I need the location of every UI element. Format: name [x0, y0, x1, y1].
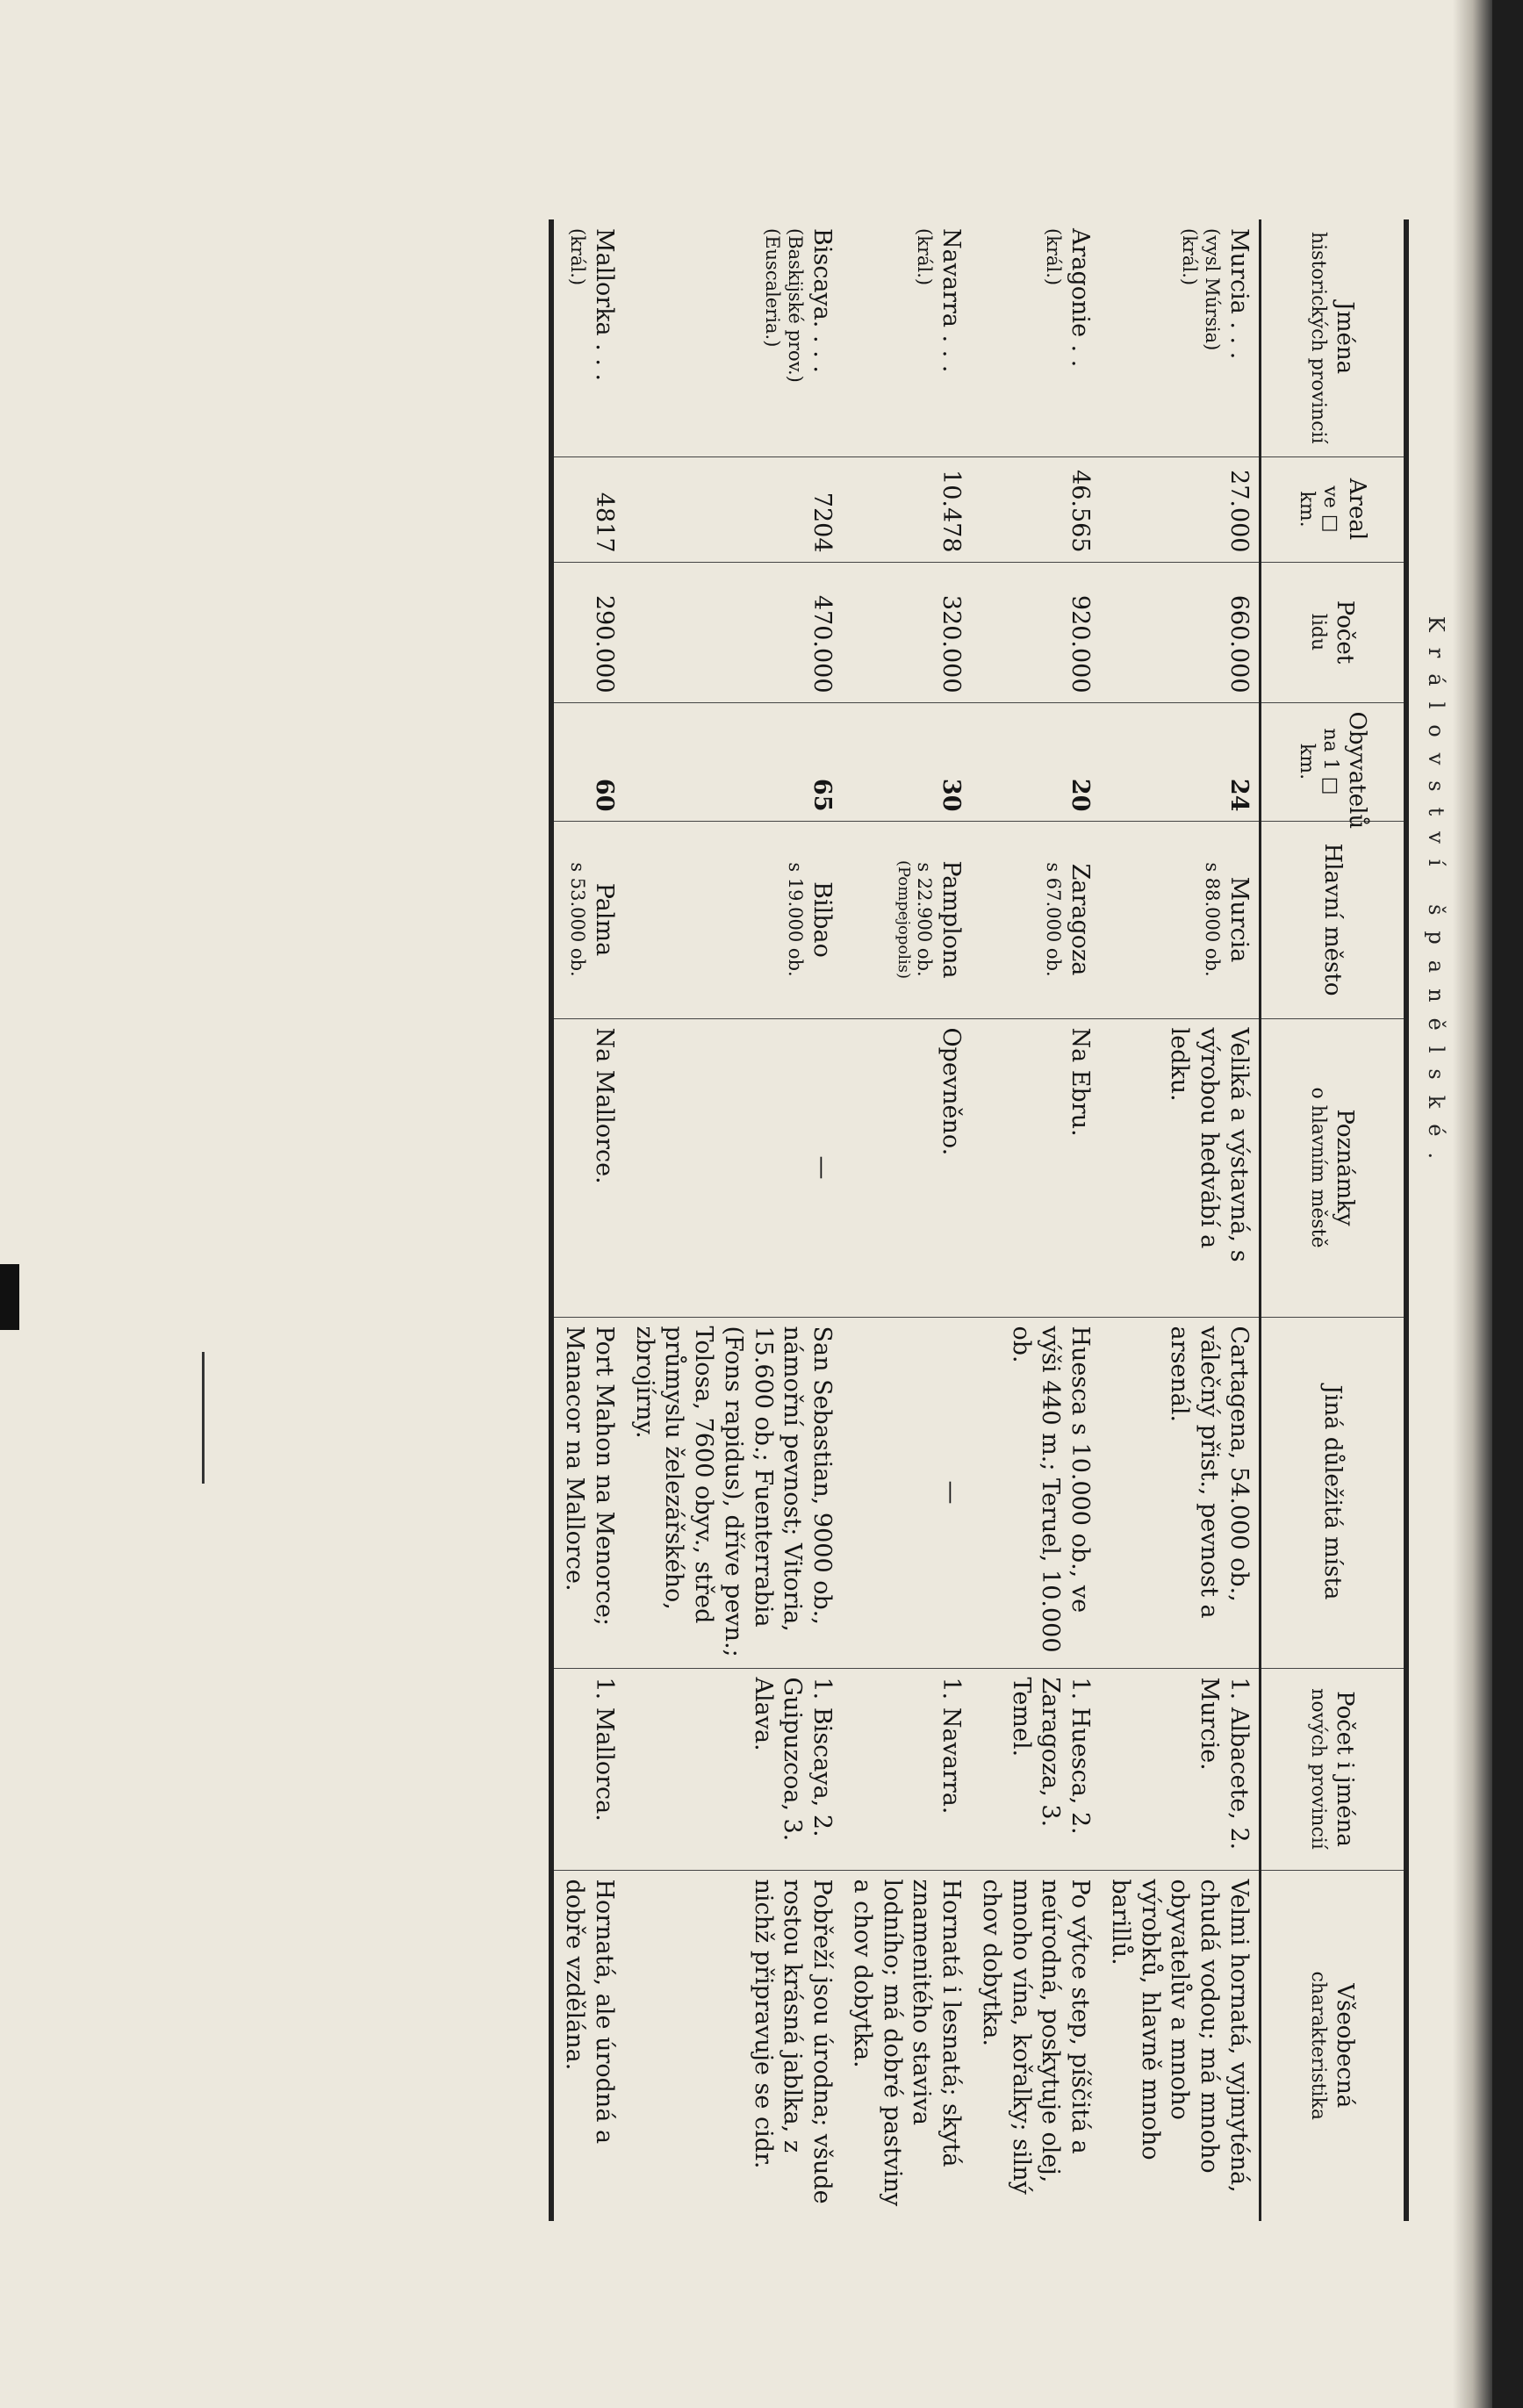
population-cell: 920.000: [971, 562, 1100, 702]
character-cell: Velmi hornatá, vyjmyténá, chudá vodou; má mnoho obyvatelův a mnoho výrobků, hlavně mnoho barillů.: [1100, 1870, 1260, 2221]
header-row: [1261, 219, 1407, 2221]
population-cell: 660.000: [1100, 562, 1260, 702]
province-name-cell: Murcia . . . (vysl Múrsia) (král.): [1179, 228, 1253, 360]
province-name-cell: Navarra . . . (král.): [914, 228, 966, 373]
other-places-cell: Huesca s 10.000 ob., ve výši 440 m.; Teruel, 10.000 ob.: [971, 1317, 1100, 1668]
area-cell: 46.565: [971, 456, 1100, 562]
other-places-cell: San Sebastian, 9000 ob., námořní pevnost; Vitoria, 15.600 ob.; Fuenterrabia (Fons rapidus), dříve pevn.; Tolosa, 7600 obyv., střed průmyslu železářského, zbrojírny.: [624, 1317, 842, 1668]
header-poznamky: Poznámky o hlavním městě: [1261, 1018, 1407, 1317]
header-obyvatelu: Obyvatelů na 1 □ km.: [1261, 702, 1407, 821]
capital-cell: Pamplona s 22.900 ob. (Pompejopolis): [842, 821, 971, 1018]
header-areal: Areal ve □ km.: [1261, 456, 1407, 562]
header-charakteristika: Všeobecná charakteristika: [1261, 1870, 1407, 2221]
province-name-cell: Aragonie . . (král.): [1043, 228, 1095, 368]
new-provinces-cell: 1. Biscaya, 2. Guipuzcoa, 3. Alava.: [624, 1668, 842, 1870]
density-cell: 24: [1100, 702, 1260, 821]
other-places-cell: —: [842, 1317, 971, 1668]
table-row: [842, 219, 971, 2221]
new-provinces-cell: 1. Navarra.: [842, 1668, 971, 1870]
capital-notes-cell: Opevněno.: [842, 1018, 971, 1317]
capital-cell: Murcia s 88.000 ob.: [1100, 821, 1260, 1018]
area-cell: 10.478: [842, 456, 971, 562]
density-cell: 30: [842, 702, 971, 821]
header-jina-mista: Jiná důležitá místa: [1261, 1317, 1407, 1668]
province-name-cell: Biscaya. . . . (Baskijské prov.) (Euscaleria.): [762, 228, 837, 383]
new-provinces-cell: 1. Mallorca.: [552, 1668, 625, 1870]
area-cell: 4817: [552, 456, 625, 562]
new-provinces-cell: 1. Huesca, 2. Zaragoza, 3. Temel.: [971, 1668, 1100, 1870]
area-cell: 27.000: [1100, 456, 1260, 562]
capital-cell: Palma s 53.000 ob.: [552, 821, 625, 1018]
header-pocet: Počet lidu: [1261, 562, 1407, 702]
capital-notes-cell: —: [624, 1018, 842, 1317]
province-name-cell: Mallorka . . . (král.): [567, 228, 618, 382]
table-row: [1100, 219, 1260, 2221]
area-cell: 7204: [624, 456, 842, 562]
header-jmena: Jména historických provincií: [1261, 219, 1407, 456]
capital-notes-cell: Na Ebru.: [971, 1018, 1100, 1317]
density-cell: 65: [624, 702, 842, 821]
character-cell: Po výtce step, píščitá a neúrodná, poskytuje olej, mnoho vína, kořalky; silný chov dobytka.: [971, 1870, 1100, 2221]
table-row: [971, 219, 1100, 2221]
running-head: Království španělské.: [1424, 615, 1448, 1175]
new-provinces-cell: 1. Albacete, 2. Murcie.: [1100, 1668, 1260, 1870]
capital-cell: Bilbao s 19.000 ob.: [624, 821, 842, 1018]
end-rule: [202, 1352, 205, 1484]
capital-notes-cell: Na Mallorce.: [552, 1018, 625, 1317]
table-row: [552, 219, 625, 2221]
table-row: [624, 219, 842, 2221]
density-cell: 20: [971, 702, 1100, 821]
population-cell: 290.000: [552, 562, 625, 702]
population-cell: 470.000: [624, 562, 842, 702]
character-cell: Hornatá i lesnatá; skytá znamenitého staviva lodního; má dobré pastviny a chov dobytka.: [842, 1870, 971, 2221]
character-cell: Pobřeží jsou úrodna; všude rostou krásná jablka, z nichž připravuje se cidr.: [624, 1870, 842, 2221]
header-hlavni-mesto: Hlavní město: [1261, 821, 1407, 1018]
other-places-cell: Port Mahon na Menorce; Manacor na Mallorce.: [552, 1317, 625, 1668]
population-cell: 320.000: [842, 562, 971, 702]
character-cell: Hornatá, ale úrodná a dobře vzdělána.: [552, 1870, 625, 2221]
provinces-table: [550, 219, 1410, 2221]
capital-notes-cell: Veliká a výstavná, s výrobou hedvábí a ledku.: [1100, 1018, 1260, 1317]
other-places-cell: Cartagena, 54.000 ob., válečný přist., pevnost a arsenál.: [1100, 1317, 1260, 1668]
capital-cell: Zaragoza s 67.000 ob.: [971, 821, 1100, 1018]
header-nove-provincie: Počet i jména nových provincií: [1261, 1668, 1407, 1870]
density-cell: 60: [552, 702, 625, 821]
